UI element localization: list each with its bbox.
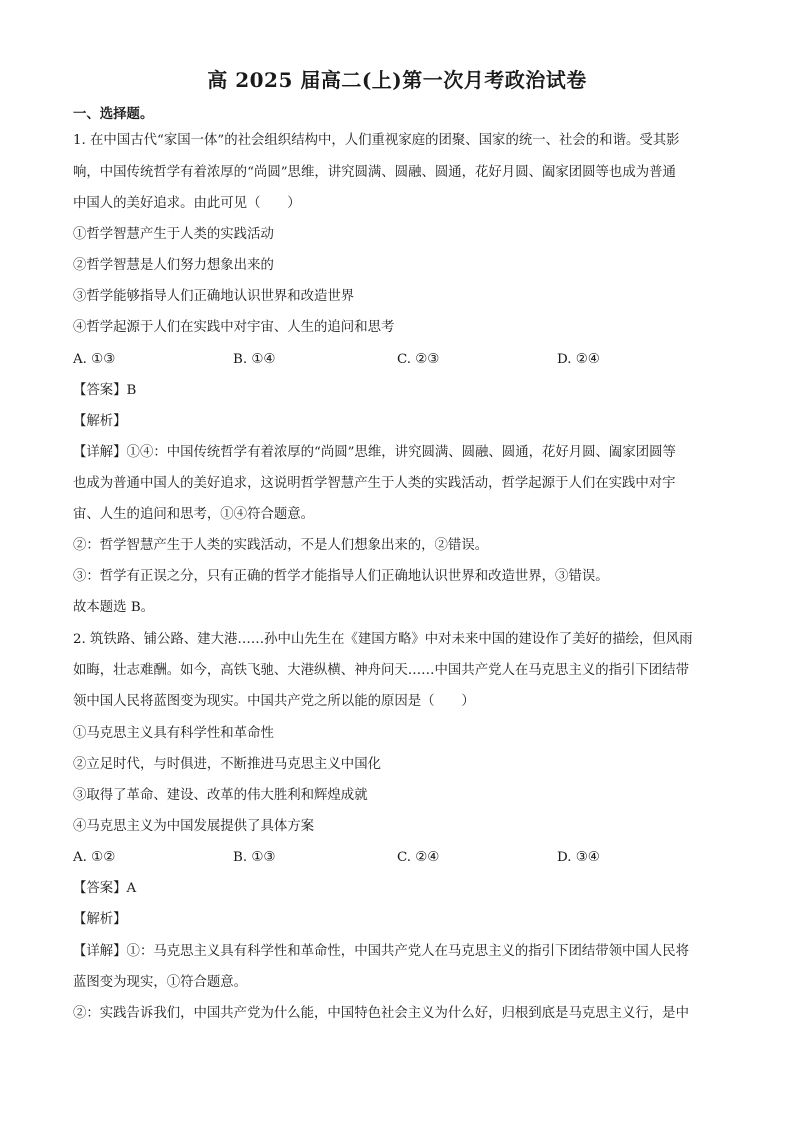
q2-statement-4: ④马克思主义为中国发展提供了具体方案	[73, 819, 315, 834]
q1-answer: 【答案】B	[73, 383, 137, 398]
q2-stem-line-2: 如晦，壮志难酬。如今，高铁飞驰、大港纵横、神舟问天……中国共产党人在马克思主义的指引下团结带	[73, 663, 689, 678]
q1-stem-line-2: 响，中国传统哲学有着浓厚的“尚圆”思维，讲究圆满、圆融、圆通，花好月圆、阖家团圆等也成为普通	[73, 165, 676, 180]
q1-option-b: B. ①④	[233, 352, 276, 367]
q2-analysis-label: 【解析】	[73, 912, 127, 927]
q1-option-c: C. ②③	[397, 352, 440, 367]
exam-title: 高 2025 届高二(上)第一次月考政治试卷	[207, 68, 587, 92]
q1-stem-line-3: 中国人的美好追求。由此可见（ ）	[73, 196, 301, 211]
q1-detail-line-1: 【详解】①④：中国传统哲学有着浓厚的“尚圆”思维，讲究圆满、圆融、圆通，花好月圆、阖家团圆等	[73, 445, 676, 460]
q2-stem-line-3: 领中国人民将蓝图变为现实。中国共产党之所以能的原因是（ ）	[73, 694, 475, 709]
q1-option-a: A. ①③	[73, 352, 116, 367]
q2-statement-2: ②立足时代，与时俱进，不断推进马克思主义中国化	[73, 757, 381, 772]
q2-statement-1: ①马克思主义具有科学性和革命性	[73, 726, 274, 741]
q1-detail-line-4: ②：哲学智慧产生于人类的实践活动，不是人们想象出来的，②错误。	[73, 538, 489, 553]
q2-option-b: B. ①③	[233, 850, 276, 865]
q2-stem-line-1: 2. 筑铁路、铺公路、建大港……孙中山先生在《建国方略》中对未来中国的建设作了美好的描绘，但风雨	[73, 632, 693, 647]
q2-option-d: D. ③④	[557, 850, 600, 865]
q1-statement-4: ④哲学起源于人们在实践中对宇宙、人生的追问和思考	[73, 320, 395, 335]
q1-detail-line-6: 故本题选 B。	[73, 600, 155, 615]
q2-detail-line-1: 【详解】①：马克思主义具有科学性和革命性，中国共产党人在马克思主义的指引下团结带领中国人民将	[73, 944, 689, 959]
q1-statement-3: ③哲学能够指导人们正确地认识世界和改造世界	[73, 289, 355, 304]
q1-stem-line-1: 1. 在中国古代“家国一体”的社会组织结构中，人们重视家庭的团聚、国家的统一、社会的和谐。受其影	[73, 133, 680, 148]
q2-answer: 【答案】A	[73, 881, 137, 896]
q2-option-c: C. ②④	[397, 850, 440, 865]
q1-statement-1: ①哲学智慧产生于人类的实践活动	[73, 227, 274, 242]
q1-statement-2: ②哲学智慧是人们努力想象出来的	[73, 258, 274, 273]
q1-detail-line-2: 也成为普通中国人的美好追求，这说明哲学智慧产生于人类的实践活动，哲学起源于人们在实践中对宇	[73, 476, 676, 491]
q1-option-d: D. ②④	[557, 352, 600, 367]
q1-analysis-label: 【解析】	[73, 414, 127, 429]
q2-detail-line-2: 蓝图变为现实，①符合题意。	[73, 975, 248, 990]
q2-statement-3: ③取得了革命、建设、改革的伟大胜利和辉煌成就	[73, 788, 368, 803]
q1-detail-line-5: ③：哲学有正误之分，只有正确的哲学才能指导人们正确地认识世界和改造世界，③错误。	[73, 569, 609, 584]
q2-option-a: A. ①②	[73, 850, 116, 865]
q1-detail-line-3: 宙、人生的追问和思考，①④符合题意。	[73, 507, 315, 522]
section-heading: 一、选择题。	[73, 106, 154, 122]
q2-detail-line-3: ②：实践告诉我们，中国共产党为什么能，中国特色社会主义为什么好，归根到底是马克思主义行，是中	[73, 1006, 689, 1021]
